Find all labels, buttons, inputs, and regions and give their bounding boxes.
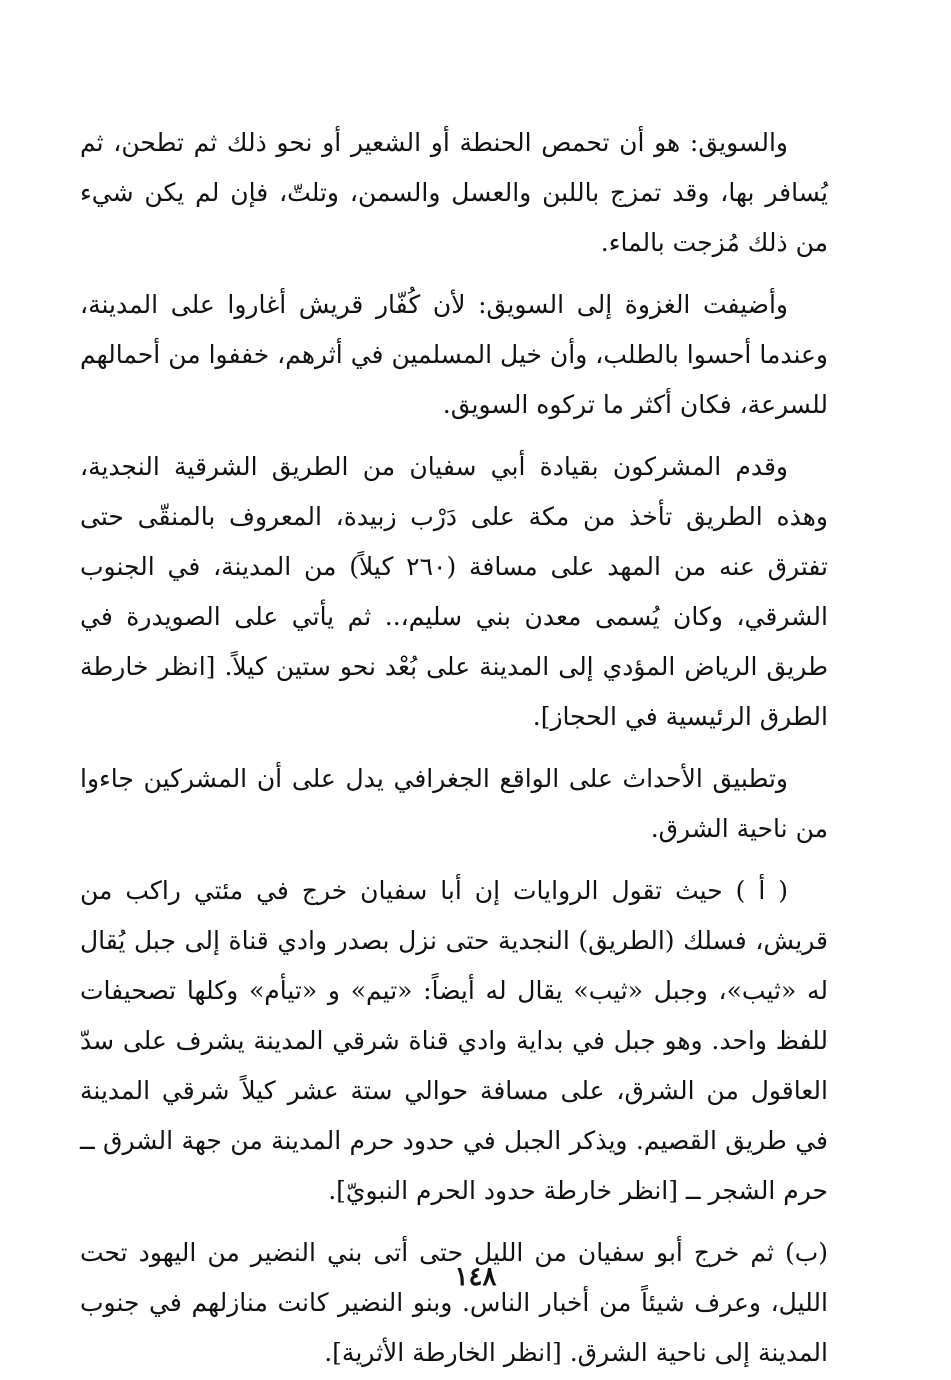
paragraph-raid-name: وأضيفت الغزوة إلى السويق: لأن كُفّار قريش أغاروا على المدينة، وعندما أحسوا بالطلب، وأن خيل المسلمين في أثرهم، خففوا من أحمالهم للسرعة، فكان أكثر ما تركوه السويق. [80,290,828,419]
paragraph-geography: وتطبيق الأحداث على الواقع الجغرافي يدل على أن المشركين جاءوا من ناحية الشرق. [80,764,828,843]
page-number: ١٤٨ [454,1262,497,1292]
paragraph-point-b: (ب) ثم خرج أبو سفيان من الليل حتى أتى بني النضير من اليهود تحت الليل، وعرف شيئاً من أخبار الناس. وبنو النضير كانت منازلهم في جنوب المدينة إلى ناحية الشرق. [انظر الخارطة الأثرية]. [80,1238,828,1367]
page-body [80,118,828,1378]
paragraph-sawiq-definition: والسويق: هو أن تحمص الحنطة أو الشعير أو نحو ذلك ثم تطحن، ثم يُسافر بها، وقد تمزج باللبن والعسل والسمن، وتلتّ، فإن لم يكن شيء من ذلك مُزجت بالماء. [80,128,828,257]
paragraph-point-a: ( أ ) حيث تقول الروايات إن أبا سفيان خرج في مئتي راكب من قريش، فسلك (الطريق) النجدية حتى نزل بصدر وادي قناة إلى جبل يُقال له «ثيب»، وجبل «ثيب» يقال له أيضاً: «تيم» و «تيأم» وكلها تصحيفات للفظ واحد. وهو جبل في بداية وادي قناة شرقي المدينة يشرف على سدّ العاقول من الشرق، على مسافة حوالي ستة عشر كيلاً شرقي المدينة في طريق القصيم. ويذكر الجبل في حدود حرم المدينة من جهة الشرق ــ حرم الشجر ــ [انظر خارطة حدود الحرم النبويّ]. [80,876,828,1205]
paragraph-route: وقدم المشركون بقيادة أبي سفيان من الطريق الشرقية النجدية، وهذه الطريق تأخذ من مكة على دَرْب زبيدة، المعروف بالمنقّى حتى تفترق عنه من المهد على مسافة (٢٦٠ كيلاً) من المدينة، في الجنوب الشرقي، وكان يُسمى معدن بني سليم،.. ثم يأتي على الصويدرة في طريق الرياض المؤدي إلى المدينة على بُعْد نحو ستين كيلاً. [انظر خارطة الطرق الرئيسية في الحجاز]. [80,452,829,731]
